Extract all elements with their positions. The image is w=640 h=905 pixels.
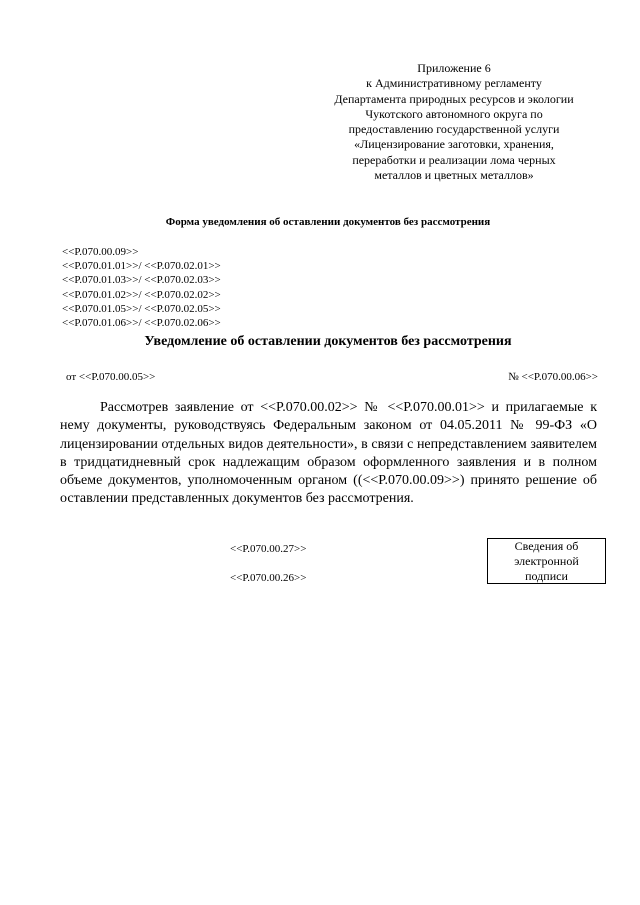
appendix-line: Департамента природных ресурсов и экологии bbox=[334, 91, 574, 106]
appendix-line: Чукотского автономного округа по bbox=[365, 106, 543, 121]
appendix-line: Приложение 6 bbox=[417, 61, 491, 75]
esign-line: Сведения об bbox=[514, 539, 579, 553]
signature-field-2: <<P.070.00.26>> bbox=[230, 572, 307, 584]
recipient-codes bbox=[62, 245, 221, 330]
code-line: <<P.070.01.03>>/ <<P.070.02.03>> bbox=[62, 274, 221, 287]
electronic-signature-box bbox=[487, 538, 606, 584]
notice-date: от <<P.070.00.05>> bbox=[66, 371, 156, 383]
appendix-line: к Административному регламенту bbox=[366, 76, 542, 91]
signature-field-1: <<P.070.00.27>> bbox=[230, 543, 307, 555]
code-line: <<P.070.01.06>>/ <<P.070.02.06>> bbox=[62, 317, 221, 330]
appendix-line: переработки и реализации лома черных bbox=[352, 152, 556, 167]
code-line: <<P.070.00.09>> bbox=[62, 246, 139, 258]
appendix-line: предоставлению государственной услуги bbox=[348, 122, 560, 137]
notice-title: Уведомление об оставлении документов без рассмотрения bbox=[144, 334, 512, 349]
code-line: <<P.070.01.02>>/ <<P.070.02.02>> bbox=[62, 288, 221, 301]
appendix-header bbox=[318, 61, 590, 183]
appendix-line: «Лицензирование заготовки, хранения, bbox=[354, 137, 554, 152]
form-title: Форма уведомления об оставлении документов без рассмотрения bbox=[165, 216, 491, 228]
esign-line: электронной bbox=[514, 554, 579, 568]
code-line: <<P.070.01.01>>/ <<P.070.02.01>> bbox=[62, 260, 221, 273]
notice-number: № <<P.070.00.06>> bbox=[508, 371, 598, 383]
esign-line: подписи bbox=[525, 569, 568, 583]
notice-body: Рассмотрев заявление от <<P.070.00.02>> № <<P.070.00.01>> и прилагаемые к нему документы, руководствуясь Федеральным законом от 04.05.2011 № 99-ФЗ «О лицензировании отдельных видов деятельности», в связи с непредставлением заявителем в тридцатидневный срок надлежащим образом оформленного заявления и в полном объеме документов, уполномоченным органом ((<<P.070.00.09>>) принято решение об оставлении представленных документов без рассмотрения. bbox=[60, 400, 597, 507]
appendix-line: металлов и цветных металлов» bbox=[374, 168, 534, 183]
code-line: <<P.070.01.05>>/ <<P.070.02.05>> bbox=[62, 302, 221, 315]
